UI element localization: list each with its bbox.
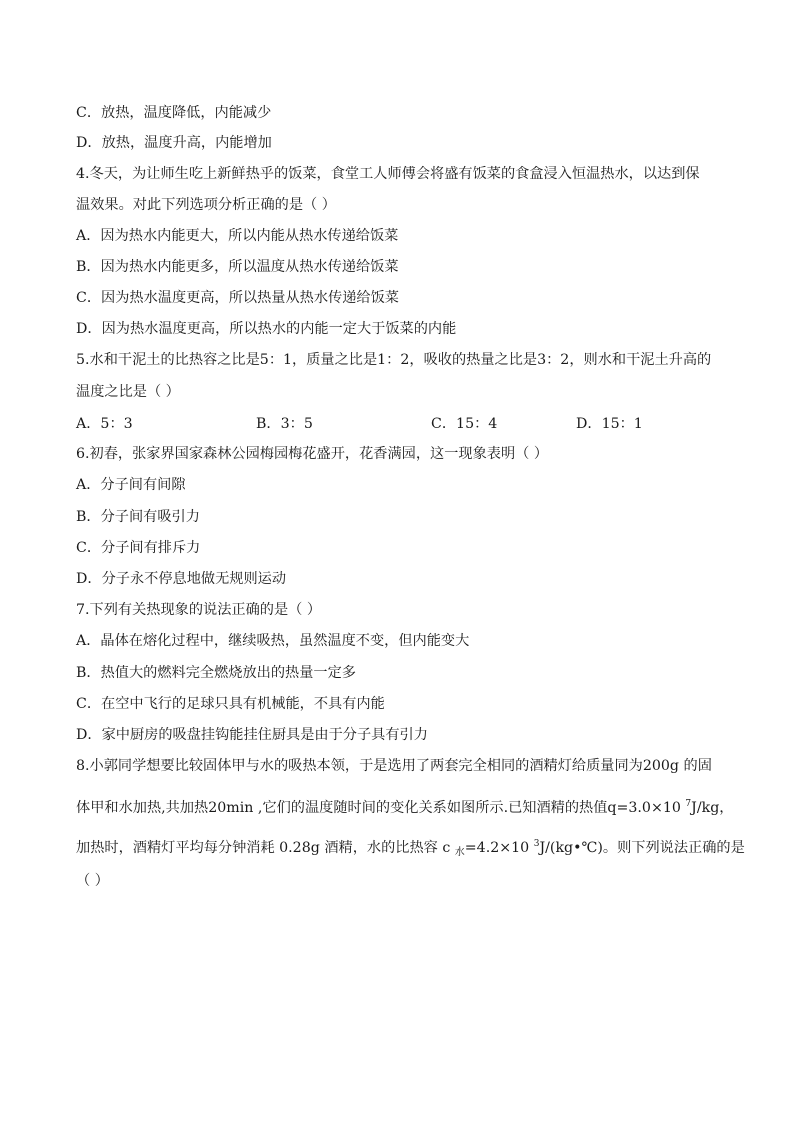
q4-option-d: D．因为热水温度更高，所以热水的内能一定大于饭菜的内能 bbox=[76, 321, 457, 337]
q7-option-a: A．晶体在熔化过程中，继续吸热，虽然温度不变，但内能变大 bbox=[76, 633, 470, 649]
q3-option-c: C．放热，温度降低，内能减少 bbox=[76, 105, 272, 121]
q8-line3-text-c: J/(kg•℃)。则下列说法正确的是 bbox=[539, 840, 745, 856]
q5-option-b: B．3：5 bbox=[256, 416, 313, 432]
q6-option-a: A．分子间有间隙 bbox=[76, 477, 186, 493]
q7-option-d: D．家中厨房的吸盘挂钩能挂住厨具是由于分子具有引力 bbox=[76, 727, 428, 743]
q7-option-c: C．在空中飞行的足球只具有机械能，不具有内能 bbox=[76, 696, 385, 712]
q5-stem-line1: 5.水和干泥土的比热容之比是5：1，质量之比是1：2，吸收的热量之比是3：2，则水和干泥土升高的 bbox=[76, 352, 712, 368]
q6-option-b: B．分子间有吸引力 bbox=[76, 509, 200, 525]
q4-option-c: C．因为热水温度更高，所以热量从热水传递给饭菜 bbox=[76, 290, 399, 306]
q4-stem-line1: 4.冬天，为让师生吃上新鲜热乎的饭菜，食堂工人师傅会将盛有饭菜的食盒浸入恒温热水，以达到保 bbox=[76, 166, 700, 182]
q4-option-a: A．因为热水内能更大，所以内能从热水传递给饭菜 bbox=[76, 228, 399, 244]
q7-stem: 7.下列有关热现象的说法正确的是（ ） bbox=[76, 602, 322, 618]
q4-stem-line2: 温效果。对此下列选项分析正确的是（ ） bbox=[76, 197, 336, 213]
q8-stem-line3 bbox=[76, 838, 754, 858]
q4-option-b: B．因为热水内能更多，所以温度从热水传递给饭菜 bbox=[76, 259, 399, 275]
q8-line2-text-b: J/kg， bbox=[691, 800, 734, 816]
q8-line3-subscript: 水 bbox=[454, 847, 465, 858]
q5-option-d: D．15：1 bbox=[576, 416, 643, 432]
q5-options-row bbox=[76, 414, 716, 434]
q5-stem-line2: 温度之比是（ ） bbox=[76, 384, 180, 400]
q8-stem-line2 bbox=[76, 798, 754, 818]
q8-line3-text-a: 加热时，酒精灯平均每分钟消耗 0.28g 酒精，水的比热容 c bbox=[76, 840, 455, 856]
q8-line3-text-b: =4.2×10 bbox=[464, 840, 534, 856]
q3-option-d: D．放热，温度升高，内能增加 bbox=[76, 135, 272, 151]
q8-stem-line4: （ ） bbox=[76, 873, 109, 889]
q8-line2-exponent: 7 bbox=[685, 799, 692, 809]
q7-option-b: B．热值大的燃料完全燃烧放出的热量一定多 bbox=[76, 665, 356, 681]
q6-option-c: C．分子间有排斥力 bbox=[76, 540, 201, 556]
q6-option-d: D．分子永不停息地做无规则运动 bbox=[76, 571, 287, 587]
q5-option-c: C．15：4 bbox=[431, 416, 498, 432]
q8-stem-line1: 8.小郭同学想要比较固体甲与水的吸热本领，于是选用了两套完全相同的酒精灯给质量同为200g 的固 bbox=[76, 758, 712, 774]
q6-stem: 6.初春，张家界国家森林公园梅园梅花盛开，花香满园，这一现象表明（ ） bbox=[76, 446, 549, 462]
q5-option-a: A．5：3 bbox=[76, 416, 133, 432]
q8-line2-text-a: 体甲和水加热,共加热20min ,它们的温度随时间的变化关系如图所示.已知酒精的热值q=3.0×10 bbox=[76, 800, 686, 816]
q8-line3-exponent: 3 bbox=[533, 839, 540, 849]
